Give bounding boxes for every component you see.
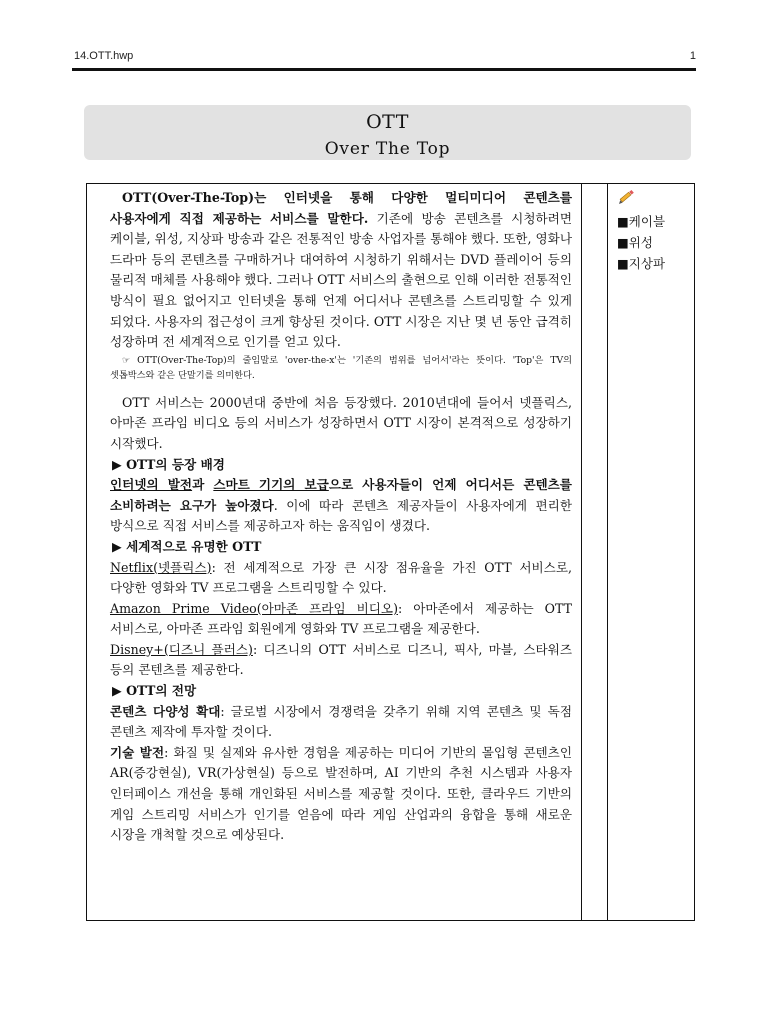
connector-text: 과 bbox=[192, 477, 214, 493]
disney-item bbox=[110, 640, 572, 681]
netflix-item bbox=[110, 558, 572, 599]
column-divider bbox=[607, 184, 608, 920]
title-main: OTT bbox=[366, 111, 409, 133]
pencil-icon bbox=[617, 189, 691, 211]
amazon-desc: : 아마존에서 제공하는 OTT 서비스로, 아마존 프라임 회원에게 영화와 TV 프로그램을 제공한다. bbox=[110, 600, 572, 637]
page-header bbox=[74, 50, 696, 66]
background-paragraph bbox=[110, 475, 572, 537]
background-rest: . 이에 따라 콘텐츠 제공자들이 사용자에게 편리한 방식으로 직접 서비스를 제공하고자 하는 움직임이 생겼다. bbox=[110, 497, 572, 534]
intro-paragraph bbox=[110, 188, 572, 353]
side-item-terrestrial: ■지상파 bbox=[617, 256, 666, 271]
side-item-cable: ■케이블 bbox=[617, 214, 666, 229]
diversity-label: 콘텐츠 다양성 확대 bbox=[110, 703, 221, 719]
diversity-item bbox=[110, 702, 572, 743]
netflix-desc: : 전 세계적으로 가장 큰 시장 점유율을 가진 OTT 서비스로, 다양한 영화와 TV 프로그램을 스트리밍할 수 있다. bbox=[110, 559, 572, 596]
disney-desc: : 디즈니의 OTT 서비스로 디즈니, 픽사, 마블, 스타워즈 등의 콘텐츠를 제공한다. bbox=[110, 641, 572, 678]
main-column bbox=[110, 188, 572, 846]
tech-label: 기술 발전 bbox=[110, 744, 165, 760]
page-number: 1 bbox=[689, 50, 696, 62]
smart-device-spread: 스마트 기기의 보급 bbox=[213, 477, 329, 493]
title-sub: Over The Top bbox=[324, 139, 451, 159]
background-bold: 으로 사용자들이 언제 어디서든 콘텐츠를 소비하려는 요구가 높아졌다 bbox=[110, 477, 572, 513]
column-divider bbox=[581, 184, 582, 920]
amazon-label: Amazon Prime Video(아마존 프라임 비디오) bbox=[110, 600, 398, 616]
internet-development: 인터넷의 발전 bbox=[110, 477, 193, 493]
title-box bbox=[84, 105, 691, 160]
tech-item bbox=[110, 743, 572, 846]
intro-definition: OTT(Over-The-Top)는 인터넷을 통해 다양한 멀티미디어 콘텐츠를 사용자에게 직접 제공하는 서비스를 말한다. bbox=[110, 190, 572, 226]
disney-label: Disney+(디즈니 플러스) bbox=[110, 641, 253, 657]
netflix-label: Netflix(넷플릭스) bbox=[110, 559, 212, 575]
footnote: ☞ OTT(Over-The-Top)의 줄임말로 'over-the-x'는 '기존의 범위를 넘어서'라는 뜻이다. 'Top'은 TV의 셋톱박스와 같은 단말기를 의미한다. bbox=[110, 354, 572, 381]
section-heading-outlook: ▶ OTT의 전망 bbox=[112, 683, 197, 699]
header-rule bbox=[72, 68, 696, 71]
amazon-item bbox=[110, 599, 572, 640]
history-paragraph: OTT 서비스는 2000년대 중반에 처음 등장했다. 2010년대에 들어서 넷플릭스, 아마존 프라임 비디오 등의 서비스가 성장하면서 OTT 시장이 본격적으로 성장하기 시작했다. bbox=[110, 394, 572, 451]
intro-text: 기존에 방송 콘텐츠를 시청하려면 케이블, 위성, 지상파 방송과 같은 전통적인 방송 사업자를 통해야 했다. 또한, 영화나 드라마 등의 콘텐츠를 구매하거나 대여하여 시청하기 위해서는 DVD 플레이어 등의 물리적 매체를 사용해야 했다. 그러나 OTT 서비스의 출현으로 인해 이러한 전통적인 방식이 필요 없어지고 인터넷을 통해 언제 어디서나 콘텐츠를 스트리밍할 수 있게 되었다. 사용자의 접근성이 크게 향상된 것이다. OTT 시장은 지난 몇 년 동안 급격히 성장하며 전 세계적으로 인기를 얻고 있다. bbox=[110, 210, 572, 350]
section-heading-famous: ▶ 세계적으로 유명한 OTT bbox=[112, 538, 262, 554]
section-heading-background: ▶ OTT의 등장 배경 bbox=[112, 456, 225, 472]
content-frame bbox=[86, 183, 695, 921]
diversity-desc: : 글로벌 시장에서 경쟁력을 갖추기 위해 지역 콘텐츠 및 독점 콘텐츠 제작에 투자할 것이다. bbox=[110, 703, 573, 740]
side-column bbox=[617, 189, 691, 274]
tech-desc: : 화질 및 실제와 유사한 경험을 제공하는 미디어 기반의 몰입형 콘텐츠인 AR(증강현실), VR(가상현실) 등으로 발전하며, AI 기반의 추천 시스템과 사용자 인터페이스 개선을 통해 개인화된 서비스를 제공할 것이다. 또한, 클라우드 기반의 게임 스트리밍 서비스가 인기를 얻음에 따라 게임 산업과의 융합을 통해 새로운 시장을 개척할 것으로 예상된다. bbox=[110, 744, 573, 843]
side-item-satellite: ■위성 bbox=[617, 235, 653, 250]
file-name: 14.OTT.hwp bbox=[74, 50, 134, 62]
